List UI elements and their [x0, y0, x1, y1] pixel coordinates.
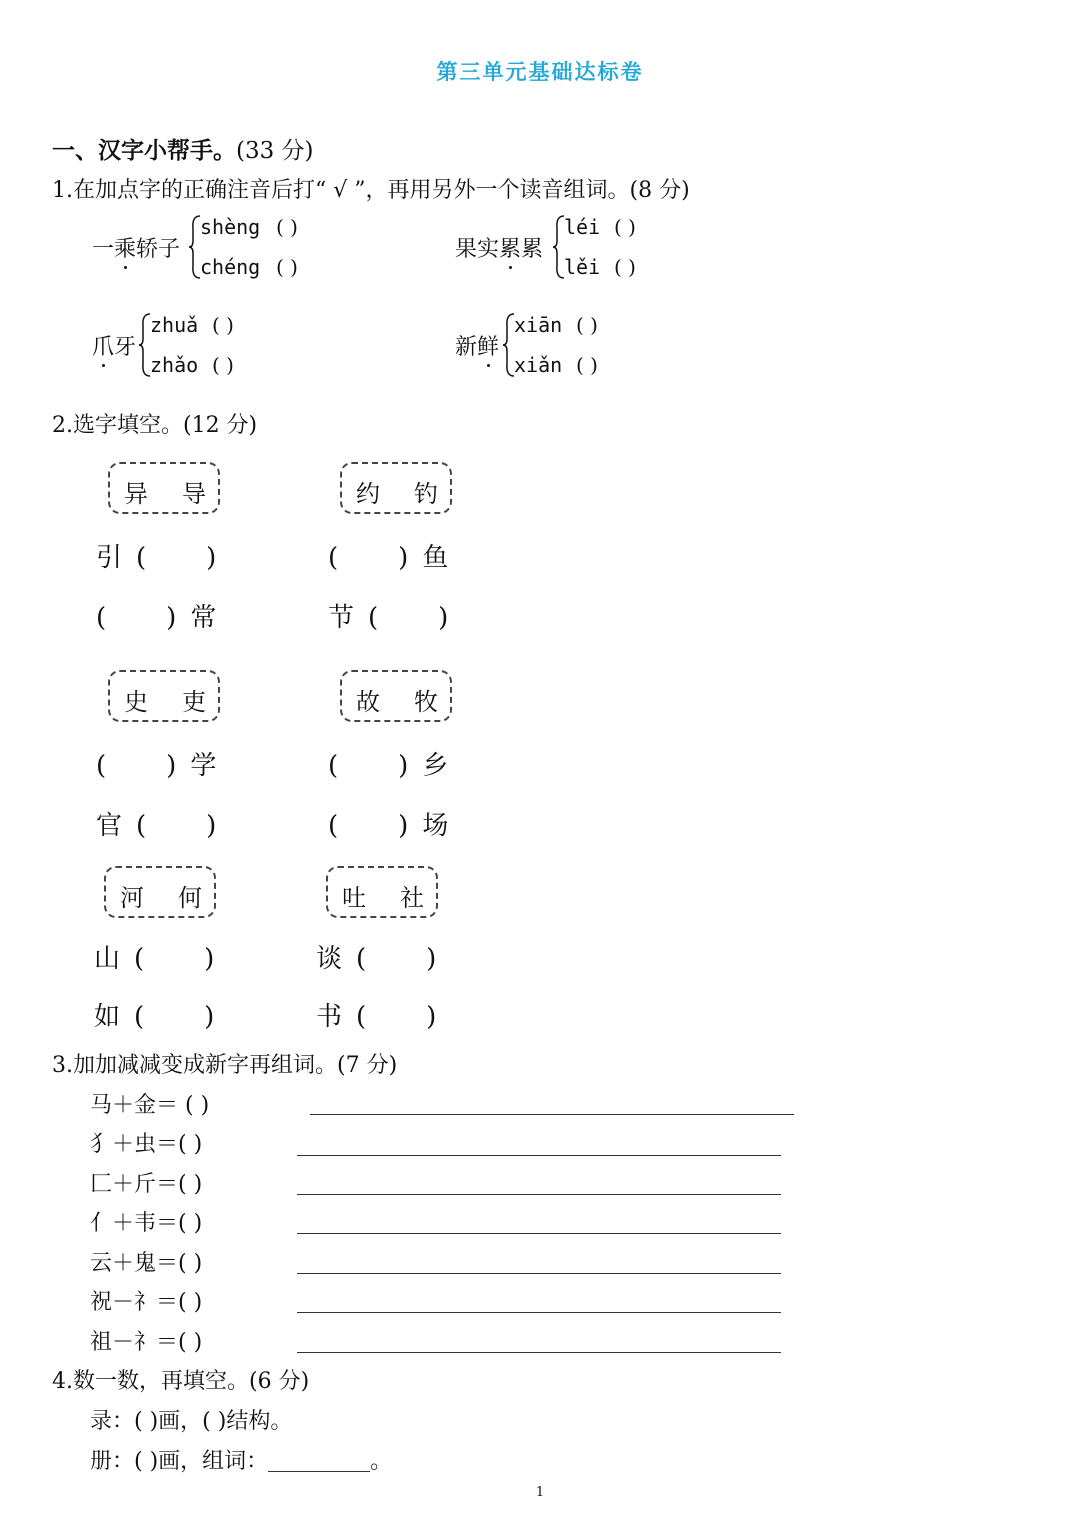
q2-fill-2b-word: 节 [328, 603, 355, 633]
q3-answer-line-5[interactable] [297, 1273, 781, 1274]
q2-fill-4b-close: ) [398, 811, 409, 841]
q4-row-2-text: 册：( )画，组词： [90, 1449, 269, 1474]
q4-row-1: 录：( )画，( )结构。 [90, 1409, 293, 1434]
q2-fill-2a-open: ( [328, 543, 339, 573]
q2-fill-1a-word: 引 [96, 543, 123, 573]
q1-word-4-pre: 新 [455, 335, 478, 360]
q1-reading-1a: shèng [200, 215, 261, 239]
q1-answer-3b[interactable]: ( ) [212, 353, 234, 377]
q2-box-3-char-a: 史 [124, 688, 148, 716]
q3-row-4: 亻＋韦＝( ) [90, 1211, 203, 1236]
q2-box-3-char-b: 吏 [182, 688, 206, 716]
q2-fill-4b-word: 场 [422, 811, 449, 841]
q2-fill-5b-open: ( [134, 1002, 145, 1032]
q2-fill-1a[interactable] [96, 537, 216, 574]
q2-fill-6a-close: ) [426, 944, 437, 974]
q2-fill-2a-word: 鱼 [422, 543, 449, 573]
q2-box-6-char-a: 吐 [342, 884, 366, 912]
q1-word-2-post: 累 [521, 237, 544, 262]
q2-fill-3b[interactable] [96, 805, 216, 842]
q3-row-6: 祝－礻＝( ) [90, 1290, 203, 1315]
q1-answer-2b[interactable]: ( ) [614, 255, 636, 279]
q1-word-2-pre: 果实 [455, 237, 500, 262]
q1-word-4 [455, 330, 499, 361]
q1-answer-4b[interactable]: ( ) [576, 353, 598, 377]
q2-box-4-char-a: 故 [356, 688, 380, 716]
q2-fill-5a-open: ( [134, 944, 145, 974]
q1-word-3-post: 牙 [114, 335, 137, 360]
q2-fill-6b[interactable] [316, 996, 436, 1033]
q2-fill-2a-close: ) [398, 543, 409, 573]
q3-answer-line-4[interactable] [297, 1233, 781, 1234]
q2-fill-2b-close: ) [438, 603, 449, 633]
q1-word-1-pre: 一 [92, 237, 115, 262]
q1-word-3-dotted-char: 爪 [92, 330, 114, 361]
q2-fill-1b-close: ) [166, 603, 177, 633]
q2-fill-3b-word: 官 [96, 811, 123, 841]
q2-fill-5a[interactable] [94, 938, 214, 975]
q3-row-7: 祖－礻＝( ) [90, 1330, 203, 1355]
q3-row-2: 犭＋虫＝( ) [90, 1132, 203, 1157]
q3-row-3: 匚＋斤＝( ) [90, 1172, 203, 1197]
question-4-prompt: 4.数一数，再填空。(6 分) [52, 1369, 310, 1394]
q3-answer-line-2[interactable] [297, 1155, 781, 1156]
q2-box-5-char-a: 河 [120, 884, 144, 912]
q1-reading-2b: lěi [564, 255, 601, 279]
q2-fill-5a-close: ) [204, 944, 215, 974]
q2-char-box-5 [104, 866, 216, 918]
q1-reading-1b: chéng [200, 255, 261, 279]
q2-fill-5b[interactable] [94, 996, 214, 1033]
q1-reading-3a: zhuǎ [150, 313, 199, 337]
question-1-prompt: 1.在加点字的正确注音后打“ √ ”，再用另外一个读音组词。(8 分) [52, 178, 690, 203]
q2-char-box-1 [108, 462, 220, 514]
page-number: 1 [535, 1485, 545, 1500]
q2-fill-5b-close: ) [204, 1002, 215, 1032]
q4-row-2 [90, 1444, 392, 1475]
q2-fill-5b-word: 如 [94, 1002, 121, 1032]
q2-fill-4a[interactable] [328, 745, 448, 782]
q2-fill-1a-close: ) [206, 543, 217, 573]
q2-fill-1b-open: ( [96, 603, 107, 633]
q1-word-3 [92, 330, 136, 361]
q2-fill-3a-word: 学 [190, 751, 217, 781]
q3-answer-line-6[interactable] [297, 1312, 781, 1313]
q2-fill-2b-open: ( [368, 603, 379, 633]
q2-fill-3b-close: ) [206, 811, 217, 841]
q2-box-1-char-a: 异 [124, 480, 148, 508]
q2-fill-1a-open: ( [136, 543, 147, 573]
section-one-heading [52, 132, 314, 165]
q4-word-blank[interactable] [268, 1451, 370, 1472]
q3-answer-line-3[interactable] [297, 1194, 781, 1195]
q1-reading-4b: xiǎn [514, 353, 563, 377]
q2-fill-4b-open: ( [328, 811, 339, 841]
q1-word-1-post: 轿子 [136, 237, 181, 262]
q3-row-1: 马＋金＝ ( ) [90, 1093, 210, 1118]
q2-box-6-char-b: 社 [400, 884, 424, 912]
q2-char-box-2 [340, 462, 452, 514]
q3-answer-line-7[interactable] [297, 1352, 781, 1353]
q1-answer-3a[interactable]: ( ) [212, 313, 234, 337]
q2-fill-6a-open: ( [356, 944, 367, 974]
q2-box-5-char-b: 何 [178, 884, 202, 912]
q2-fill-3a[interactable] [96, 745, 216, 782]
q2-fill-2b[interactable] [328, 597, 448, 634]
section-one-score: (33 分) [236, 138, 314, 164]
q1-word-2-dotted-char: 累 [499, 232, 521, 263]
q2-fill-4a-open: ( [328, 751, 339, 781]
q1-word-4-dotted-char: 鲜 [477, 330, 499, 361]
q2-char-box-3 [108, 670, 220, 722]
q2-fill-3b-open: ( [136, 811, 147, 841]
q1-answer-1b[interactable]: ( ) [276, 255, 298, 279]
q2-fill-6b-word: 书 [316, 1002, 343, 1032]
q2-box-2-char-b: 钓 [414, 480, 438, 508]
q2-fill-1b-word: 常 [190, 603, 217, 633]
q1-answer-2a[interactable]: ( ) [614, 215, 636, 239]
q3-answer-line-1[interactable] [310, 1114, 794, 1115]
q1-word-1 [92, 232, 180, 263]
q2-fill-4a-word: 乡 [422, 751, 449, 781]
q1-word-1-dotted-char: 乘 [114, 232, 136, 263]
q2-fill-4a-close: ) [398, 751, 409, 781]
q1-word-2 [455, 232, 543, 263]
q4-row-2-end: 。 [370, 1449, 393, 1474]
q2-box-2-char-a: 约 [356, 480, 380, 508]
question-2-prompt: 2.选字填空。(12 分) [52, 413, 258, 438]
q2-fill-4b[interactable] [328, 805, 448, 842]
section-one-title: 一、汉字小帮手。 [52, 138, 236, 164]
q2-fill-1b[interactable] [96, 597, 216, 634]
q1-reading-3b: zhǎo [150, 353, 199, 377]
q2-fill-2a[interactable] [328, 537, 448, 574]
q2-fill-3a-close: ) [166, 751, 177, 781]
q2-char-box-4 [340, 670, 452, 722]
page-title: 第三单元基础达标卷 [436, 60, 644, 84]
q2-fill-3a-open: ( [96, 751, 107, 781]
q2-fill-6a[interactable] [316, 938, 436, 975]
question-3-prompt: 3.加加减减变成新字再组词。(7 分) [52, 1053, 398, 1078]
q2-char-box-6 [326, 866, 438, 918]
q2-fill-5a-word: 山 [94, 944, 121, 974]
q2-box-4-char-b: 牧 [414, 688, 438, 716]
q2-fill-6b-open: ( [356, 1002, 367, 1032]
q1-reading-4a: xiān [514, 313, 563, 337]
q1-answer-4a[interactable]: ( ) [576, 313, 598, 337]
q2-fill-6a-word: 谈 [316, 944, 343, 974]
q2-fill-6b-close: ) [426, 1002, 437, 1032]
q3-row-5: 云＋鬼＝( ) [90, 1251, 203, 1276]
q1-reading-2a: léi [564, 215, 601, 239]
q2-box-1-char-b: 导 [182, 480, 206, 508]
q1-answer-1a[interactable]: ( ) [276, 215, 298, 239]
